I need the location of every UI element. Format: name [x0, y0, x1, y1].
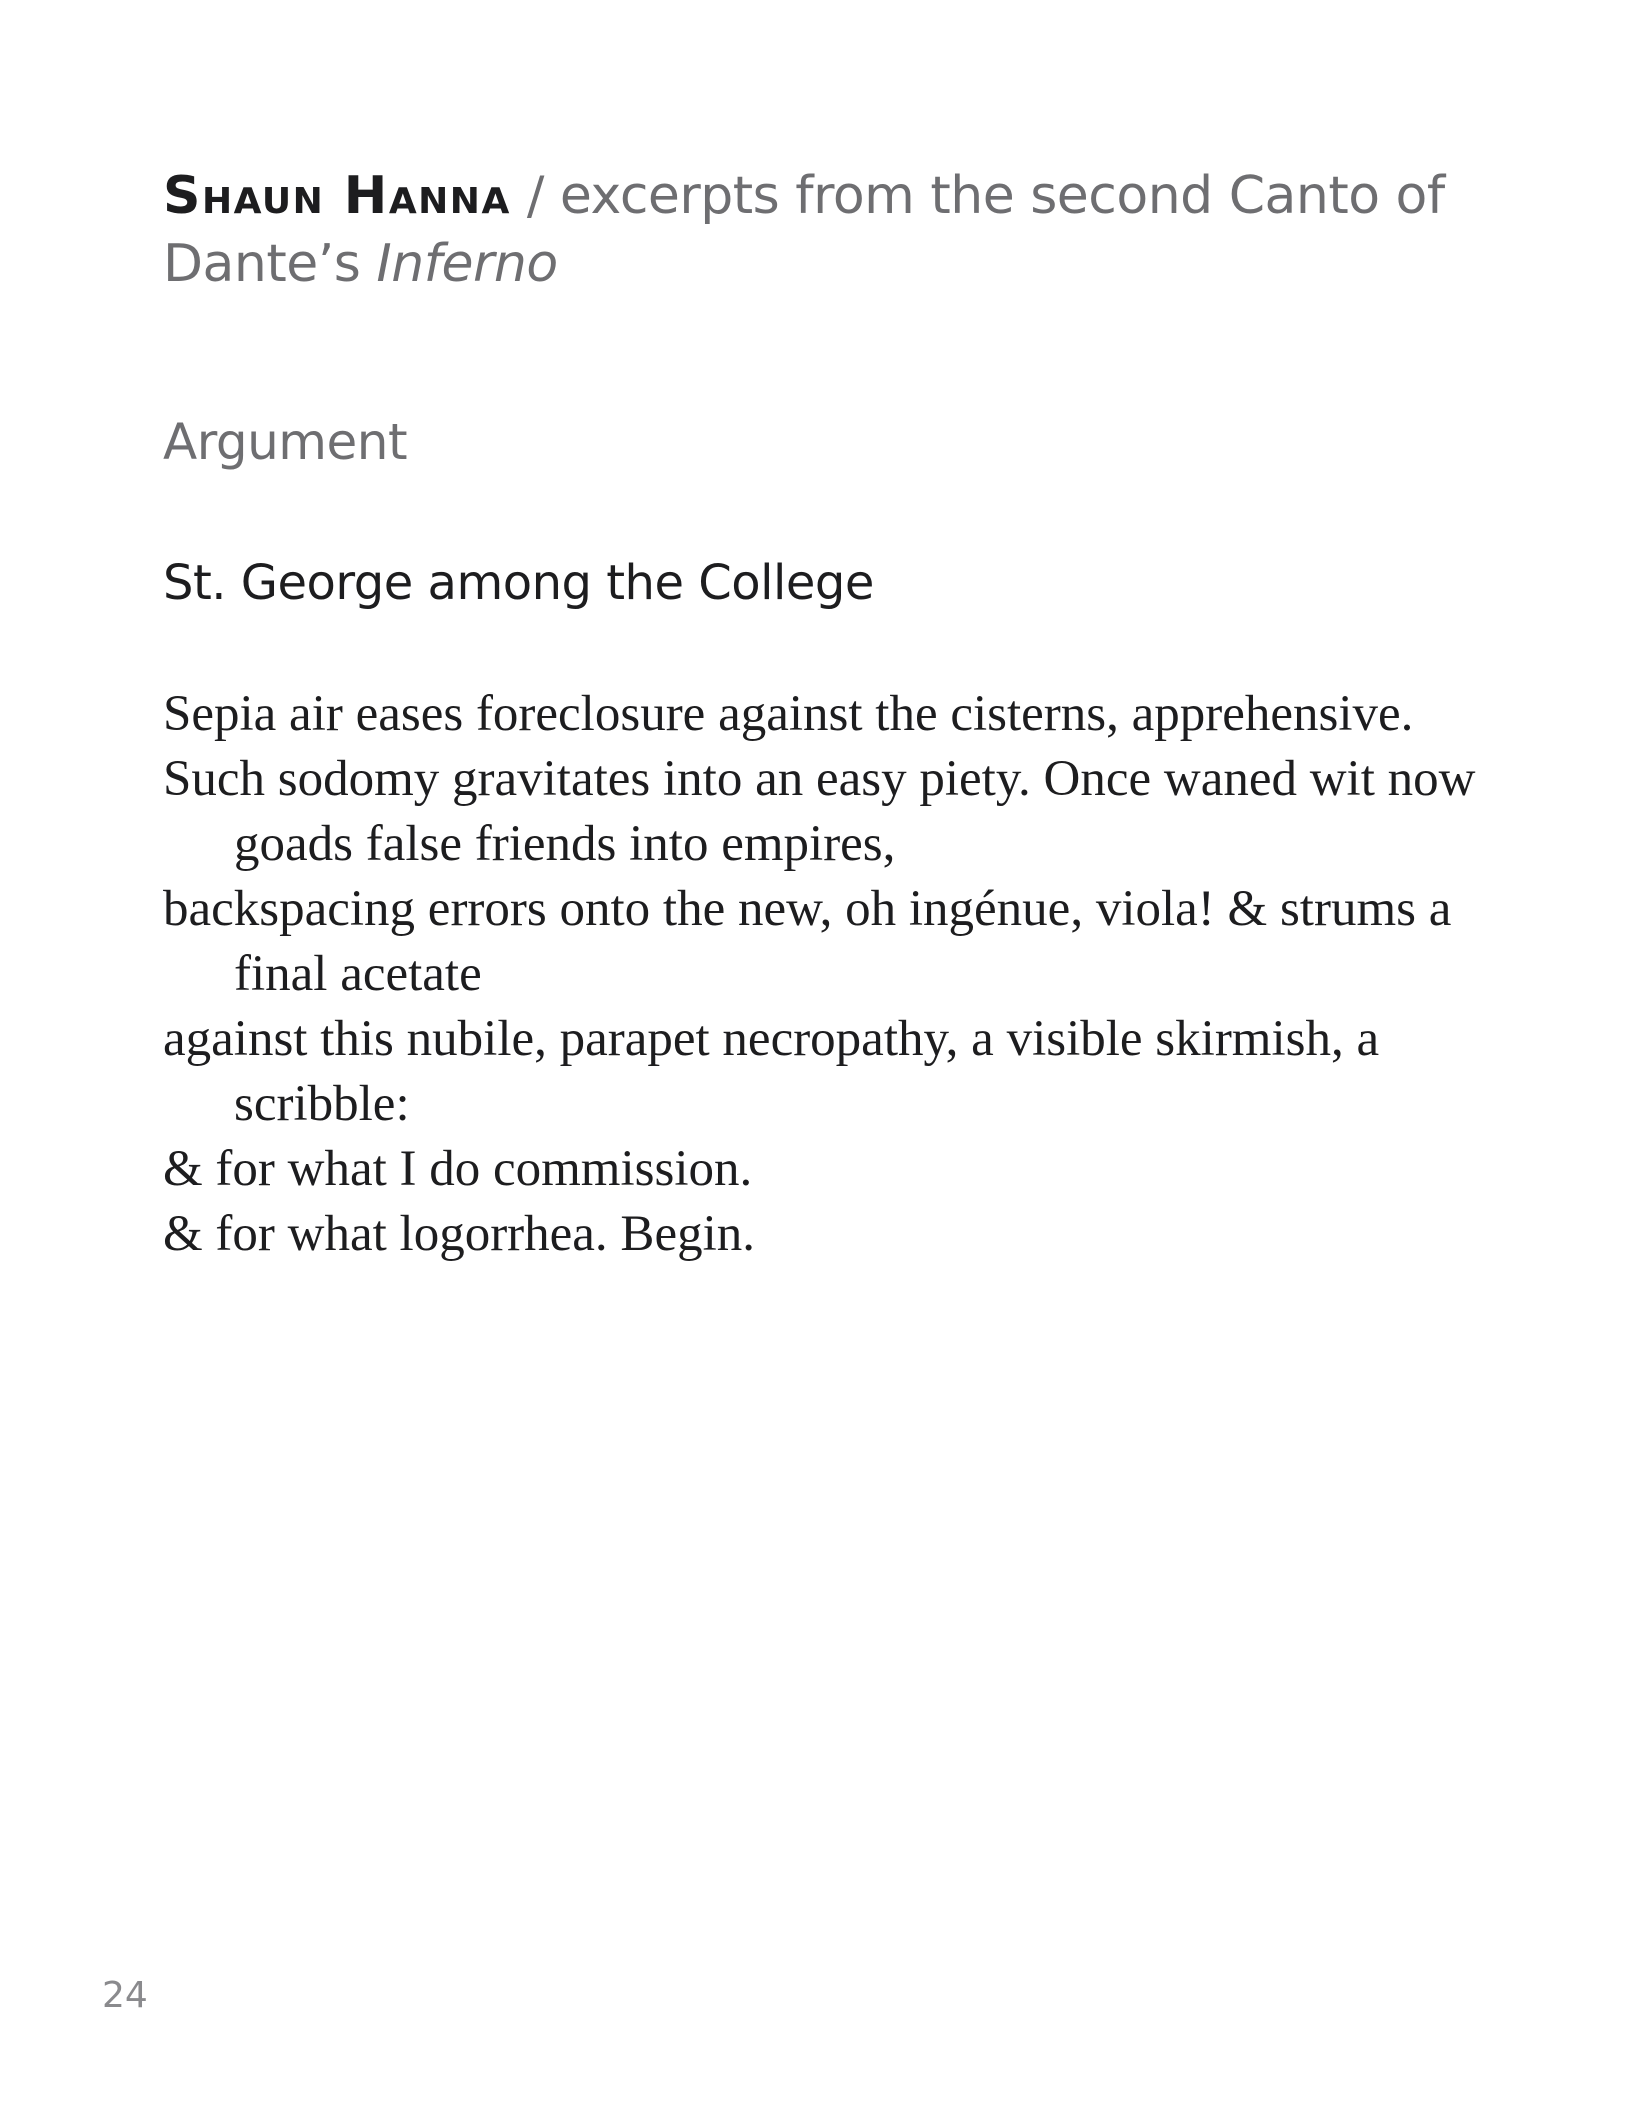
page-number: 24 [102, 1975, 148, 2016]
poem-line: against this nubile, parapet necropathy, a visible skirmish, a [163, 1011, 1380, 1067]
poem-line-continuation: goads false friends into empires, [234, 816, 896, 872]
poem-title: St. George among the College [163, 555, 874, 611]
subtitle-text: excerpts from the second Canto of Dante’s [163, 166, 1445, 294]
section-label: Argument [163, 413, 408, 471]
poem-line: Sepia air eases foreclosure against the cisterns, apprehensive. [163, 686, 1414, 742]
poem-body [163, 682, 1523, 1267]
poem-line: Such sodomy gravitates into an easy piety. Once waned wit now [163, 751, 1476, 807]
poem-line-continuation: scribble: [234, 1076, 410, 1132]
page-header [163, 162, 1503, 298]
poem-line: & for what logorrhea. Begin. [163, 1206, 756, 1262]
poem-line: & for what I do commission. [163, 1141, 753, 1197]
poem-line: backspacing errors onto the new, oh ingénue, viola! & strums a [163, 881, 1452, 937]
poem-line-continuation: final acetate [234, 946, 482, 1002]
author-name: Shaun Hanna [163, 166, 511, 226]
subtitle-italic-title: Inferno [376, 234, 558, 294]
header-separator: / [510, 166, 560, 226]
